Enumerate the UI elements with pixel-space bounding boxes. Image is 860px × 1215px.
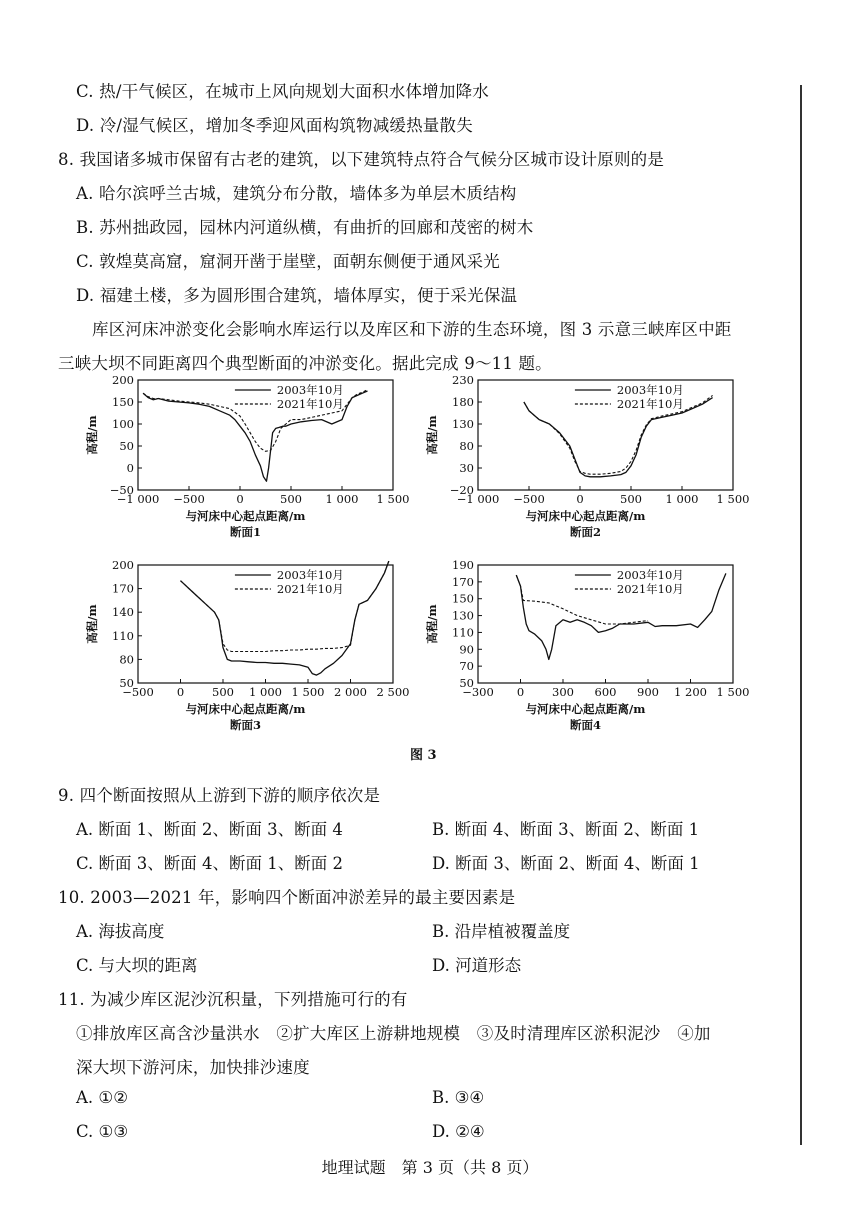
page-footer: 地理试题 第 3 页（共 8 页） [321, 1158, 539, 1177]
chart2-title: 断面2 [569, 525, 602, 539]
chart-section-2 [420, 372, 760, 547]
chart2-ytick-label: 180 [452, 395, 474, 409]
chart1-xtick-label: 0 [236, 492, 244, 506]
chart4-ytick-label: 90 [459, 642, 474, 657]
chart3-ytick-label: 50 [119, 676, 134, 690]
chart4-xtick-label: 0 [516, 685, 525, 699]
chart1-xtick-label: 500 [280, 492, 302, 506]
q9-option-a: A. 断面 1、断面 2、断面 3、断面 4 [76, 820, 343, 839]
chart2-xtick-label: 1 000 [665, 492, 699, 506]
chart3-xtick-label: 0 [176, 685, 185, 699]
chart1-ylabel: 高程/m [85, 415, 99, 455]
chart3-ytick-label: 170 [112, 581, 134, 596]
chart3-xtick-label: 1 000 [249, 685, 282, 699]
chart3-ytick-label: 110 [112, 628, 134, 643]
q10-option-b: B. 沿岸植被覆盖度 [432, 922, 571, 941]
chart3-legend-label: 2021年10月 [276, 582, 344, 596]
q8-option-a: A. 哈尔滨呼兰古城，建筑分布分散，墙体多为单层木质结构 [76, 184, 517, 203]
chart3-title: 断面3 [229, 718, 262, 732]
chart1-ytick-label: −50 [109, 483, 134, 497]
chart1-xtick-label: 1 000 [325, 492, 359, 506]
q9-option-d: D. 断面 3、断面 2、断面 4、断面 1 [432, 854, 700, 873]
chart4-ytick-label: 170 [452, 574, 474, 589]
chart4-xtick-label: 900 [637, 685, 659, 699]
chart2-xtick-label: −500 [513, 492, 545, 506]
q11-option-b: B. ③④ [432, 1088, 485, 1107]
chart3-ytick-label: 140 [112, 605, 134, 620]
chart-section-3 [80, 557, 420, 742]
chart-section-2-svg [420, 372, 760, 547]
chart4-ytick-label: 110 [452, 625, 474, 640]
chart1-ytick-label: 100 [112, 417, 134, 431]
chart-section-1 [80, 372, 420, 547]
q10-option-a: A. 海拔高度 [76, 922, 165, 941]
q11-measures-line-2: 深大坝下游河床，加快排沙速度 [76, 1058, 310, 1077]
chart4-xlabel: 与河床中心起点距离/m [525, 702, 646, 716]
chart3-xtick-label: 500 [212, 685, 234, 699]
q8-option-d: D. 福建土楼，多为圆形围合建筑，墙体厚实，便于采光保温 [76, 286, 518, 305]
q11-option-c: C. ①③ [76, 1122, 129, 1141]
q8-stem: 8. 我国诸多城市保留有古老的建筑，以下建筑特点符合气候分区城市设计原则的是 [58, 150, 665, 169]
chart4-ytick-label: 130 [452, 608, 474, 623]
intro-line-1: 库区河床冲淤变化会影响水库运行以及库区和下游的生态环境，图 3 示意三峡库区中距 [92, 320, 732, 339]
q10-option-c: C. 与大坝的距离 [76, 956, 198, 975]
chart2-xtick-label: −1 000 [456, 492, 500, 506]
chart1-ytick-label: 200 [112, 373, 134, 387]
chart2-ylabel: 高程/m [425, 415, 439, 455]
chart4-ylabel: 高程/m [425, 604, 439, 644]
chart1-ytick-label: 150 [112, 395, 134, 409]
chart1-ytick-label: 50 [119, 439, 134, 453]
chart4-xtick-label: 300 [552, 685, 574, 699]
chart2-xtick-label: 500 [620, 492, 642, 506]
chart-section-3-svg [80, 557, 420, 742]
chart2-legend-label: 2003年10月 [616, 383, 684, 397]
chart2-legend-label: 2021年10月 [616, 397, 684, 411]
chart2-xlabel: 与河床中心起点距离/m [525, 509, 646, 523]
chart1-ytick-label: 0 [126, 461, 134, 475]
q11-option-a: A. ①② [76, 1088, 128, 1107]
chart4-xtick-label: 600 [594, 685, 617, 699]
q8-option-c: C. 敦煌莫高窟，窟洞开凿于崖壁，面朝东侧便于通风采光 [76, 252, 500, 271]
chart3-legend-label: 2003年10月 [276, 568, 344, 582]
q9-stem: 9. 四个断面按照从上游到下游的顺序依次是 [58, 786, 381, 805]
chart4-title: 断面4 [569, 718, 602, 732]
chart3-xlabel: 与河床中心起点距离/m [185, 702, 306, 716]
chart4-ytick-label: 150 [452, 591, 474, 606]
chart4-legend-label: 2021年10月 [616, 582, 684, 596]
chart1-xlabel: 与河床中心起点距离/m [185, 509, 306, 523]
q11-measures-line-1: ①排放库区高含沙量洪水 ②扩大库区上游耕地规模 ③及时清理库区淤积泥沙 ④加 [76, 1024, 711, 1043]
chart1-xtick-label: −1 000 [116, 492, 160, 506]
chart1-title: 断面1 [229, 525, 262, 539]
chart4-legend-label: 2003年10月 [616, 568, 684, 582]
chart2-ytick-label: 130 [452, 417, 474, 431]
q7-option-c: C. 热/干气候区，在城市上风向规划大面积水体增加降水 [76, 82, 489, 101]
q9-option-c: C. 断面 3、断面 4、断面 1、断面 2 [76, 854, 343, 873]
chart3-xtick-label: 1 500 [291, 685, 325, 699]
chart4-ytick-label: 70 [459, 659, 474, 674]
q10-stem: 10. 2003—2021 年，影响四个断面冲淤差异的最主要因素是 [58, 888, 516, 907]
q8-option-b: B. 苏州拙政园，园林内河道纵横，有曲折的回廊和茂密的树木 [76, 218, 534, 237]
chart-section-1-svg [80, 372, 420, 547]
q11-stem: 11. 为减少库区泥沙沉积量，下列措施可行的有 [58, 990, 408, 1009]
chart1-xtick-label: −500 [173, 492, 205, 506]
chart1-legend-label: 2021年10月 [276, 397, 344, 411]
chart3-ytick-label: 80 [119, 652, 134, 667]
chart3-xtick-label: −500 [122, 685, 154, 699]
chart4-xtick-label: −300 [462, 685, 494, 699]
intro-line-2: 三峡大坝不同距离四个典型断面的冲淤变化。据此完成 9～11 题。 [58, 354, 552, 373]
chart-section-4-svg [420, 557, 760, 742]
chart1-legend-label: 2003年10月 [276, 383, 344, 397]
chart2-ytick-label: 30 [459, 461, 474, 475]
chart1-xtick-label: 1 500 [376, 492, 410, 506]
chart4-ytick-label: 50 [459, 676, 474, 690]
chart3-xtick-label: 2 500 [376, 685, 410, 699]
chart3-xtick-label: 2 000 [334, 685, 367, 699]
q9-option-b: B. 断面 4、断面 3、断面 2、断面 1 [432, 820, 700, 839]
q11-option-d: D. ②④ [432, 1122, 485, 1141]
chart2-ytick-label: 80 [459, 439, 474, 453]
chart2-xtick-label: 0 [576, 492, 584, 506]
chart2-xtick-label: 1 500 [716, 492, 750, 506]
q10-option-d: D. 河道形态 [432, 956, 522, 975]
chart4-xtick-label: 1 500 [716, 685, 750, 699]
chart3-ytick-label: 200 [112, 558, 134, 572]
chart4-xtick-label: 1 200 [674, 685, 707, 699]
q7-option-d: D. 冷/湿气候区，增加冬季迎风面构筑物减缓热量散失 [76, 116, 473, 135]
chart-section-4 [420, 557, 760, 742]
chart2-ytick-label: 230 [452, 373, 474, 387]
margin-rule [800, 85, 802, 1145]
figure-caption: 图 3 [410, 748, 437, 763]
chart4-ytick-label: 190 [452, 558, 474, 572]
chart3-ylabel: 高程/m [85, 604, 99, 644]
chart2-ytick-label: −20 [449, 483, 474, 497]
